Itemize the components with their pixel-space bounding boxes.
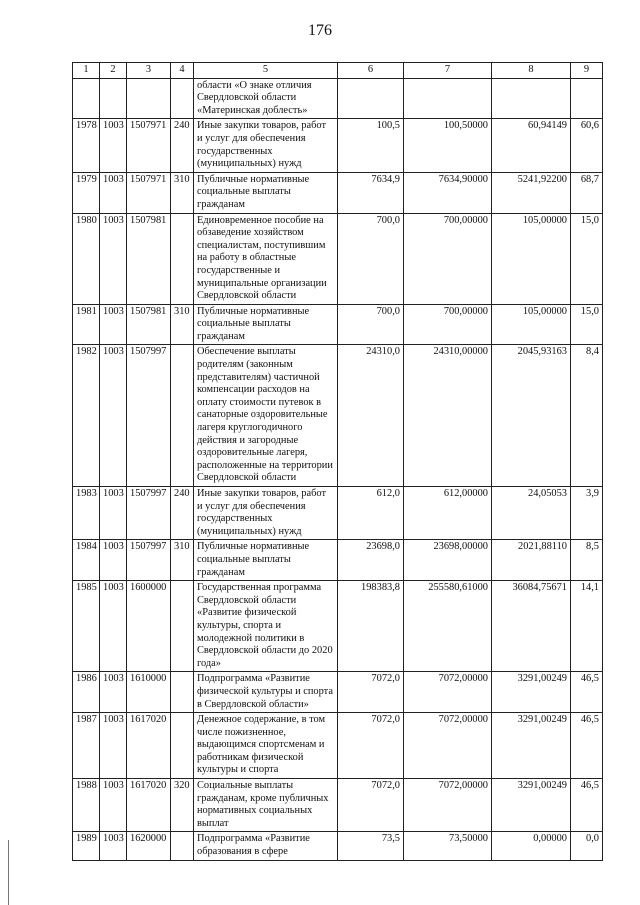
cell-item-name: Публичные нормативные социальные выплаты гражданам	[194, 540, 338, 581]
cell-target-article: 1507997	[127, 487, 171, 540]
header-col-3: 3	[127, 63, 171, 79]
cell-row-number: 1985	[73, 581, 100, 672]
header-col-5: 5	[194, 63, 338, 79]
header-col-4: 4	[171, 63, 194, 79]
cell-budget-allocation: 7072,00000	[404, 713, 492, 779]
cell-executed-amount: 3291,00249	[492, 672, 571, 713]
cell-expense-type	[171, 832, 194, 860]
cell-target-article: 1600000	[127, 581, 171, 672]
cell-target-article: 1617020	[127, 779, 171, 832]
cell-executed-amount: 24,05053	[492, 487, 571, 540]
header-col-7: 7	[404, 63, 492, 79]
cell-executed-amount: 60,94149	[492, 119, 571, 172]
cell-expense-type: 240	[171, 487, 194, 540]
cell-item-name: Публичные нормативные социальные выплаты гражданам	[194, 172, 338, 213]
header-col-9: 9	[571, 63, 603, 79]
cell-budget-allocation: 7634,90000	[404, 172, 492, 213]
cell-section: 1003	[100, 540, 127, 581]
cell-target-article: 1507997	[127, 345, 171, 487]
cell-target-article: 1507997	[127, 540, 171, 581]
cell-execution-percent: 15,0	[571, 304, 603, 345]
cell-section: 1003	[100, 304, 127, 345]
cell-expense-type	[171, 581, 194, 672]
header-col-8: 8	[492, 63, 571, 79]
cell-executed-amount: 3291,00249	[492, 779, 571, 832]
cell-row-number: 1982	[73, 345, 100, 487]
budget-table	[72, 62, 603, 861]
cell-item-name: Денежное содержание, в том числе пожизненное, выдающимся спортсменам и работникам физической культуры и спорта	[194, 713, 338, 779]
cell-executed-amount: 3291,00249	[492, 713, 571, 779]
cell-row-number: 1980	[73, 213, 100, 304]
cell-executed-amount: 105,00000	[492, 304, 571, 345]
cell-row-number: 1984	[73, 540, 100, 581]
cell-approved-amount: 7072,0	[338, 713, 404, 779]
cell-section: 1003	[100, 832, 127, 860]
cell-item-name: области «О знаке отличия Свердловской области «Материнская доблесть»	[194, 78, 338, 119]
cell-row-number: 1983	[73, 487, 100, 540]
cell-item-name: Обеспечение выплаты родителям (законным представителям) частичной компенсации расходов на оплату стоимости путевок в санаторные оздоровительные лагеря круглогодичного действия и загородные оздоровительные лагеря, расположенные на территории Свердловской области	[194, 345, 338, 487]
cell-section: 1003	[100, 672, 127, 713]
cell-target-article: 1507981	[127, 213, 171, 304]
scan-edge-mark	[8, 840, 9, 905]
cell-executed-amount: 2045,93163	[492, 345, 571, 487]
cell-row-number: 1986	[73, 672, 100, 713]
cell-expense-type	[171, 345, 194, 487]
cell-execution-percent: 60,6	[571, 119, 603, 172]
table-row	[73, 487, 603, 540]
cell-execution-percent: 14,1	[571, 581, 603, 672]
cell-approved-amount: 7072,0	[338, 779, 404, 832]
cell-row-number: 1979	[73, 172, 100, 213]
cell-expense-type: 320	[171, 779, 194, 832]
cell-expense-type: 240	[171, 119, 194, 172]
cell-budget-allocation: 100,50000	[404, 119, 492, 172]
table-row	[73, 713, 603, 779]
cell-target-article: 1507971	[127, 119, 171, 172]
table-row	[73, 779, 603, 832]
cell-target-article: 1507981	[127, 304, 171, 345]
cell-target-article	[127, 78, 171, 119]
cell-execution-percent: 3,9	[571, 487, 603, 540]
cell-executed-amount: 0,00000	[492, 832, 571, 860]
cell-executed-amount: 5241,92200	[492, 172, 571, 213]
cell-item-name: Иные закупки товаров, работ и услуг для обеспечения государственных (муниципальных) нужд	[194, 487, 338, 540]
cell-execution-percent	[571, 78, 603, 119]
cell-budget-allocation: 73,50000	[404, 832, 492, 860]
cell-approved-amount: 612,0	[338, 487, 404, 540]
cell-execution-percent: 15,0	[571, 213, 603, 304]
cell-approved-amount: 24310,0	[338, 345, 404, 487]
cell-approved-amount: 198383,8	[338, 581, 404, 672]
cell-budget-allocation: 255580,61000	[404, 581, 492, 672]
page-number: 176	[308, 22, 332, 39]
header-col-6: 6	[338, 63, 404, 79]
cell-row-number: 1987	[73, 713, 100, 779]
cell-item-name: Государственная программа Свердловской области «Развитие физической культуры, спорта и молодежной политики в Свердловской области до 2020 года»	[194, 581, 338, 672]
cell-section: 1003	[100, 779, 127, 832]
cell-execution-percent: 46,5	[571, 713, 603, 779]
cell-budget-allocation	[404, 78, 492, 119]
cell-approved-amount	[338, 78, 404, 119]
table-row	[73, 172, 603, 213]
cell-item-name: Подпрограмма «Развитие физической культуры и спорта в Свердловской области»	[194, 672, 338, 713]
cell-section: 1003	[100, 487, 127, 540]
cell-row-number: 1978	[73, 119, 100, 172]
cell-section: 1003	[100, 119, 127, 172]
cell-expense-type: 310	[171, 304, 194, 345]
cell-execution-percent: 8,5	[571, 540, 603, 581]
cell-approved-amount: 7072,0	[338, 672, 404, 713]
cell-execution-percent: 8,4	[571, 345, 603, 487]
cell-section: 1003	[100, 172, 127, 213]
cell-target-article: 1620000	[127, 832, 171, 860]
header-col-1: 1	[73, 63, 100, 79]
cell-budget-allocation: 612,00000	[404, 487, 492, 540]
cell-row-number	[73, 78, 100, 119]
cell-approved-amount: 700,0	[338, 304, 404, 345]
cell-approved-amount: 23698,0	[338, 540, 404, 581]
cell-execution-percent: 68,7	[571, 172, 603, 213]
cell-executed-amount: 36084,75671	[492, 581, 571, 672]
cell-item-name: Социальные выплаты гражданам, кроме публичных нормативных социальных выплат	[194, 779, 338, 832]
cell-expense-type: 310	[171, 172, 194, 213]
table-row	[73, 119, 603, 172]
cell-budget-allocation: 24310,00000	[404, 345, 492, 487]
cell-executed-amount: 2021,88110	[492, 540, 571, 581]
cell-approved-amount: 73,5	[338, 832, 404, 860]
table-row	[73, 213, 603, 304]
cell-target-article: 1507971	[127, 172, 171, 213]
table-row	[73, 540, 603, 581]
cell-section: 1003	[100, 713, 127, 779]
cell-row-number: 1989	[73, 832, 100, 860]
cell-approved-amount: 100,5	[338, 119, 404, 172]
cell-executed-amount	[492, 78, 571, 119]
cell-expense-type	[171, 78, 194, 119]
cell-budget-allocation: 7072,00000	[404, 779, 492, 832]
cell-budget-allocation: 7072,00000	[404, 672, 492, 713]
table-row	[73, 345, 603, 487]
cell-row-number: 1988	[73, 779, 100, 832]
table-row	[73, 832, 603, 860]
table-row	[73, 672, 603, 713]
cell-expense-type	[171, 672, 194, 713]
cell-approved-amount: 7634,9	[338, 172, 404, 213]
cell-section: 1003	[100, 213, 127, 304]
cell-section: 1003	[100, 345, 127, 487]
cell-execution-percent: 0,0	[571, 832, 603, 860]
cell-execution-percent: 46,5	[571, 779, 603, 832]
cell-execution-percent: 46,5	[571, 672, 603, 713]
cell-approved-amount: 700,0	[338, 213, 404, 304]
table-row	[73, 581, 603, 672]
cell-item-name: Единовременное пособие на обзаведение хозяйством специалистам, поступившим на работу в областные государственные и муниципальные организации Свердловской области	[194, 213, 338, 304]
cell-budget-allocation: 700,00000	[404, 213, 492, 304]
table-row	[73, 304, 603, 345]
cell-target-article: 1617020	[127, 713, 171, 779]
cell-section: 1003	[100, 581, 127, 672]
cell-section	[100, 78, 127, 119]
header-col-2: 2	[100, 63, 127, 79]
cell-row-number: 1981	[73, 304, 100, 345]
cell-item-name: Иные закупки товаров, работ и услуг для обеспечения государственных (муниципальных) нужд	[194, 119, 338, 172]
cell-budget-allocation: 23698,00000	[404, 540, 492, 581]
cell-expense-type	[171, 713, 194, 779]
cell-expense-type	[171, 213, 194, 304]
table-body	[73, 78, 603, 860]
header-row	[73, 63, 603, 79]
cell-item-name: Публичные нормативные социальные выплаты гражданам	[194, 304, 338, 345]
cell-expense-type: 310	[171, 540, 194, 581]
cell-item-name: Подпрограмма «Развитие образования в сфере	[194, 832, 338, 860]
cell-executed-amount: 105,00000	[492, 213, 571, 304]
cell-target-article: 1610000	[127, 672, 171, 713]
cell-budget-allocation: 700,00000	[404, 304, 492, 345]
table-row	[73, 78, 603, 119]
